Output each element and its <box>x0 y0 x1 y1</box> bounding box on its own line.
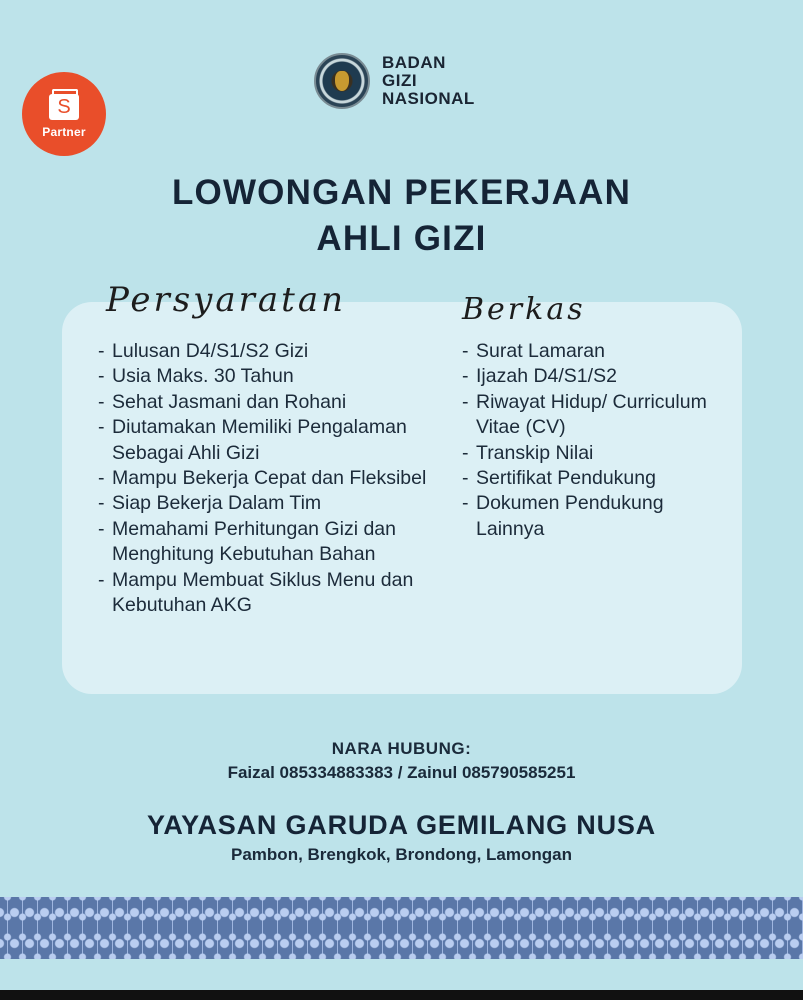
list-item: - Memahami Perhitungan Gizi dan Menghitung Kebutuhan Bahan <box>98 517 396 566</box>
header-logo <box>314 53 475 109</box>
organization-address: Pambon, Brengkok, Brondong, Lamongan <box>231 845 572 864</box>
national-seal-icon <box>314 53 370 109</box>
shopee-bag-icon: S <box>49 94 79 120</box>
list-item: - Diutamakan Memiliki Pengalaman Sebagai Ahli Gizi <box>98 416 407 464</box>
page-title: LOWONGAN PEKERJAAN AHLI GIZI <box>171 173 632 258</box>
list-item: - Sertifikat Pendukung <box>462 467 656 490</box>
agency-name: BADAN GIZI NASIONAL <box>382 53 475 108</box>
organization-name: YAYASAN GARUDA GEMILANG NUSA <box>147 810 656 840</box>
list-item: - Ijazah D4/S1/S2 <box>462 365 617 388</box>
contact-section <box>0 737 803 785</box>
list-item: - Lulusan D4/S1/S2 Gizi <box>98 340 309 362</box>
list-item: - Surat Lamaran <box>462 340 605 362</box>
list-item: - Dokumen Pendukung Lainnya <box>462 492 664 540</box>
partner-badge <box>22 72 106 156</box>
requirements-list <box>98 339 438 618</box>
bottom-bar <box>0 990 803 1000</box>
decorative-pattern-band <box>0 897 803 959</box>
list-item: - Usia Maks. 30 Tahun <box>98 365 294 388</box>
list-item: - Mampu Bekerja Cepat dan Fleksibel <box>98 467 427 490</box>
documents-heading: Berkas <box>462 292 586 327</box>
list-item: - Siap Bekerja Dalam Tim <box>98 492 322 515</box>
contact-phones: Faizal 085334883383 / Zainul 085790585251 <box>227 763 576 782</box>
list-item: - Transkip Nilai <box>462 441 594 464</box>
documents-list <box>462 339 722 542</box>
list-item: - Riwayat Hidup/ Curriculum Vitae (CV) <box>462 390 707 439</box>
list-item: - Sehat Jasmani dan Rohani <box>98 390 347 413</box>
contact-label: NARA HUBUNG: <box>331 739 472 758</box>
requirements-heading: Persyaratan <box>106 280 347 320</box>
partner-label: Partner <box>42 124 86 139</box>
list-item: - Mampu Membuat Siklus Menu dan Kebutuhan AKG <box>98 568 414 617</box>
